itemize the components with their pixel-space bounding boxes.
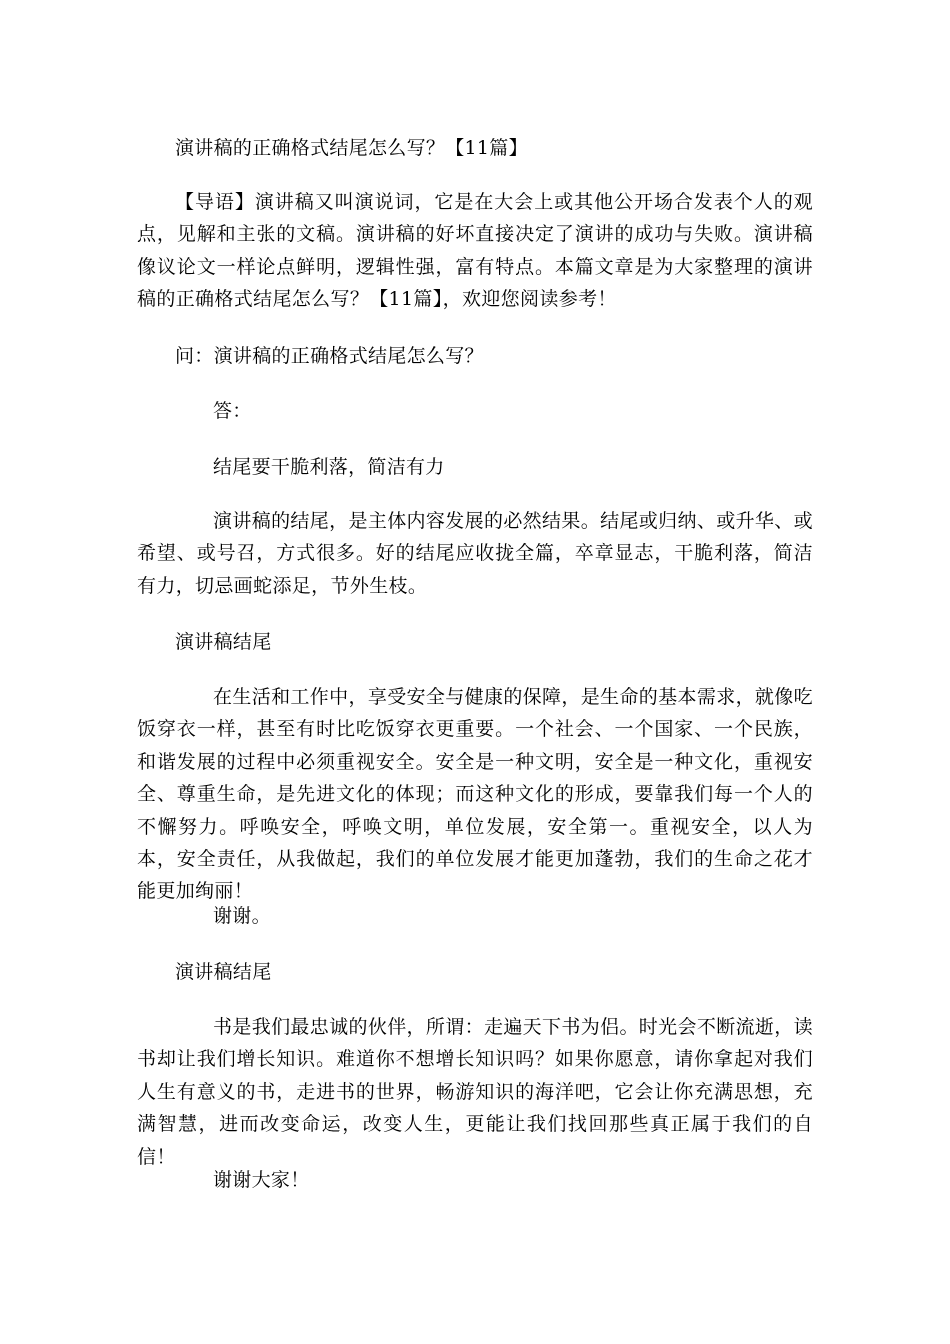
section-heading-2: 演讲稿结尾 [175,961,272,983]
answer-heading: 结尾要干脆利落，简洁有力 [213,456,445,478]
intro-paragraph: 【导语】演讲稿又叫演说词，它是在大会上或其他公开场合发表个人的观点，见解和主张的文稿。演讲稿的好坏直接决定了演讲的成功与失败。演讲稿像议论文一样论点鲜明，逻辑性强，富有特点。本篇文章是为大家整理的演讲稿的正确格式结尾怎么写？【11篇】，欢迎您阅读参考！ [137,191,813,311]
answer-paragraph: 演讲稿的结尾，是主体内容发展的必然结果。结尾或归纳、或升华、或希望、或号召，方式很多。好的结尾应收拢全篇，卒章显志，干脆利落，简洁有力，切忌画蛇添足，节外生枝。 [137,510,813,597]
thanks-line-1: 谢谢。 [213,905,271,927]
answer-label: 答： [213,400,252,422]
question-line: 问：演讲稿的正确格式结尾怎么写？ [175,345,484,367]
section-heading-1: 演讲稿结尾 [175,631,272,653]
thanks-line-2: 谢谢大家！ [213,1169,310,1191]
section-paragraph-1: 在生活和工作中，享受安全与健康的保障，是生命的基本需求，就像吃饭穿衣一样，甚至有时比吃饭穿衣更重要。一个社会、一个国家、一个民族，和谐发展的过程中必须重视安全。安全是一种文明，安全是一种文化，重视安全、尊重生命，是先进文化的体现；而这种文化的形成，要靠我们每一个人的不懈努力。呼唤安全，呼唤文明，单位发展，安全第一。重视安全，以人为本，安全责任，从我做起，我们的单位发展才能更加蓬勃，我们的生命之花才能更加绚丽！ [137,686,813,903]
document-title: 演讲稿的正确格式结尾怎么写？【11篇】 [175,137,528,159]
section-paragraph-2: 书是我们最忠诚的伙伴，所谓：走遍天下书为侣。时光会不断流逝，读书却让我们增长知识。难道你不想增长知识吗？如果你愿意，请你拿起对我们人生有意义的书，走进书的世界，畅游知识的海洋吧，它会让你充满思想，充满智慧，进而改变命运，改变人生，更能让我们找回那些真正属于我们的自信！ [137,1016,813,1168]
